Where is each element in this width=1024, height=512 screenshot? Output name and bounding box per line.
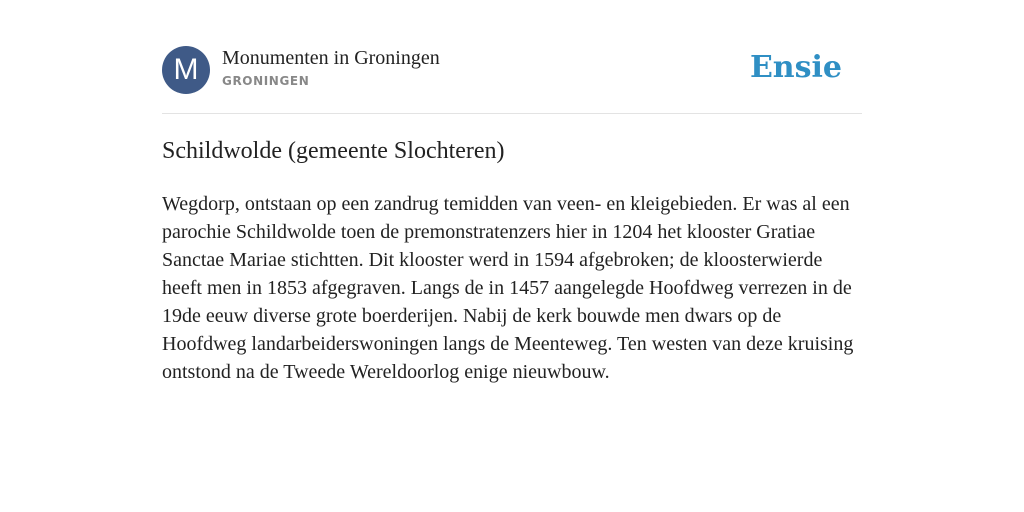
avatar[interactable]: M bbox=[162, 46, 210, 94]
brand-logo[interactable]: Ensie bbox=[749, 50, 842, 85]
header-divider bbox=[162, 113, 862, 114]
article-title: Schildwolde (gemeente Slochteren) bbox=[162, 138, 505, 164]
article-body: Wegdorp, ontstaan op een zandrug temidden van veen- en kleigebieden. Er was al een parochie Schildwolde toen de premonstratenzers hier in 1204 het klooster Gratiae Sanctae Mariae stichtten. Dit klooster werd in 1594 afgebroken; de kloosterwierde heeft men in 1853 afgegraven. Langs de in 1457 aangelegde Hoofdweg verrezen in de 19de eeuw diverse grote boerderijen. Nabij de kerk bouwde men dwars op de Hoofdweg landarbeiderswoningen langs de Meenteweg. Ten westen van deze kruising ontstond na de Tweede Wereldoorlog enige nieuwbouw. bbox=[162, 193, 854, 383]
site-title-link[interactable]: Monumenten in Groningen bbox=[222, 47, 440, 69]
site-header bbox=[162, 46, 862, 96]
site-subtitle: GRONINGEN bbox=[222, 74, 310, 88]
